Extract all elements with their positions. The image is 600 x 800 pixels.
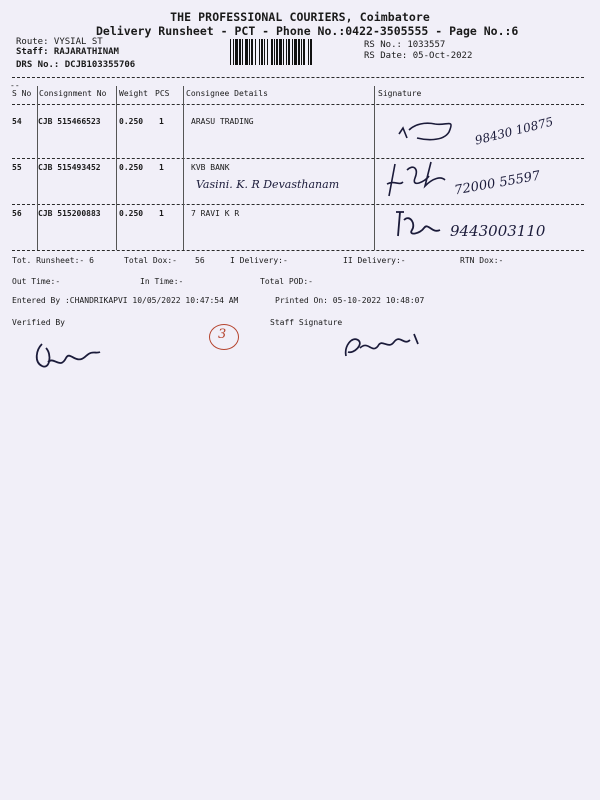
- total-dox-label: Total Dox:-: [124, 256, 177, 265]
- handwritten-phone: 72000 55597: [453, 168, 542, 199]
- barcode-bar: [298, 39, 300, 65]
- rs-date: RS Date: 05-Oct-2022: [364, 51, 473, 61]
- barcode: [230, 39, 357, 65]
- barcode-bar: [267, 39, 268, 65]
- staff-signature-label: Staff Signature: [270, 318, 343, 327]
- barcode-bar: [259, 39, 260, 65]
- row-weight: 0.250: [119, 163, 144, 172]
- barcode-bar: [286, 39, 287, 65]
- barcode-bar: [283, 39, 284, 65]
- barcode-bar: [239, 39, 241, 65]
- printed-on: Printed On: 05-10-2022 10:48:07: [275, 296, 425, 305]
- column-divider: [116, 86, 117, 250]
- in-time: In Time:-: [140, 277, 184, 286]
- barcode-bar: [310, 39, 312, 65]
- rtn-dox: RTN Dox:-: [460, 256, 504, 265]
- out-time: Out Time:-: [12, 277, 61, 286]
- row-pcs: 1: [159, 117, 164, 126]
- row-consignee: 7 RAVI K R: [191, 209, 240, 218]
- row-sno: 56: [12, 209, 22, 218]
- divider: [12, 158, 584, 159]
- drs-number: DRS No.: DCJB103355706: [16, 60, 136, 70]
- barcode-bar: [230, 39, 231, 65]
- entered-by: Entered By :CHANDRIKAPVI 10/05/2022 10:47:54 AM: [12, 296, 239, 305]
- row-weight: 0.250: [119, 209, 144, 218]
- barcode-bar: [292, 39, 293, 65]
- barcode-bar: [255, 39, 256, 65]
- divider: [12, 204, 584, 205]
- runsheet-subtitle: Delivery Runsheet - PCT - Phone No.:0422-3505555 - Page No.:6: [96, 24, 519, 38]
- barcode-bar: [294, 39, 297, 65]
- col-header-weight: Weight: [119, 89, 148, 98]
- col-header-consignee: Consignee Details: [186, 89, 268, 98]
- verified-signature: [30, 336, 105, 376]
- col-header-pcs: PCS: [155, 89, 170, 98]
- handwritten-signature: [390, 206, 450, 242]
- rs-number: RS No.: 1033557: [364, 40, 446, 50]
- second-delivery: II Delivery:-: [343, 256, 406, 265]
- row-weight: 0.250: [119, 117, 144, 126]
- barcode-bar: [308, 39, 309, 65]
- barcode-bar: [245, 39, 248, 65]
- col-header-consignment: Consignment No: [39, 89, 107, 98]
- row-consignee: ARASU TRADING: [191, 117, 254, 126]
- row-sno: 55: [12, 163, 22, 172]
- divider: [12, 104, 584, 105]
- verified-by-label: Verified By: [12, 318, 65, 327]
- company-title: THE PROFESSIONAL COURIERS, Coimbatore: [170, 10, 430, 24]
- barcode-bar: [249, 39, 250, 65]
- barcode-bar: [276, 39, 278, 65]
- barcode-bar: [271, 39, 273, 65]
- row-consignment: CJB 515466523: [38, 117, 101, 126]
- row-sno: 54: [12, 117, 22, 126]
- total-dox-value: 56: [195, 256, 205, 265]
- column-divider: [374, 86, 375, 250]
- row-pcs: 1: [159, 163, 164, 172]
- handwritten-name: Vasini. K. R Devasthanam: [196, 178, 340, 191]
- circled-number: 3: [218, 327, 227, 342]
- route-label: Route: VYSIAL ST: [16, 37, 103, 47]
- table-marker: --: [10, 81, 20, 90]
- handwritten-phone: 9443003110: [450, 222, 546, 240]
- col-header-signature: Signature: [378, 89, 422, 98]
- row-pcs: 1: [159, 209, 164, 218]
- barcode-bar: [274, 39, 275, 65]
- barcode-bar: [301, 39, 302, 65]
- total-runsheet: Tot. Runsheet:- 6: [12, 256, 94, 265]
- staff-signature: [338, 326, 428, 364]
- barcode-bar: [288, 39, 290, 65]
- barcode-bar: [261, 39, 263, 65]
- row-consignment: CJB 515200883: [38, 209, 101, 218]
- first-delivery: I Delivery:-: [230, 256, 288, 265]
- col-header-sno: S No: [12, 89, 32, 98]
- total-pod: Total POD:-: [260, 277, 313, 286]
- barcode-bar: [235, 39, 238, 65]
- row-consignee: KVB BANK: [191, 163, 230, 172]
- handwritten-phone: 98430 10875: [473, 114, 555, 148]
- staff-label: Staff: RAJARATHINAM: [16, 47, 119, 57]
- divider: [12, 250, 584, 251]
- barcode-bar: [279, 39, 282, 65]
- barcode-bar: [264, 39, 265, 65]
- barcode-bar: [242, 39, 243, 65]
- handwritten-signature: [395, 112, 465, 152]
- column-divider: [183, 86, 184, 250]
- barcode-bar: [303, 39, 305, 65]
- divider: [12, 77, 584, 78]
- barcode-bar: [251, 39, 253, 65]
- barcode-bar: [233, 39, 234, 65]
- row-consignment: CJB 515493452: [38, 163, 101, 172]
